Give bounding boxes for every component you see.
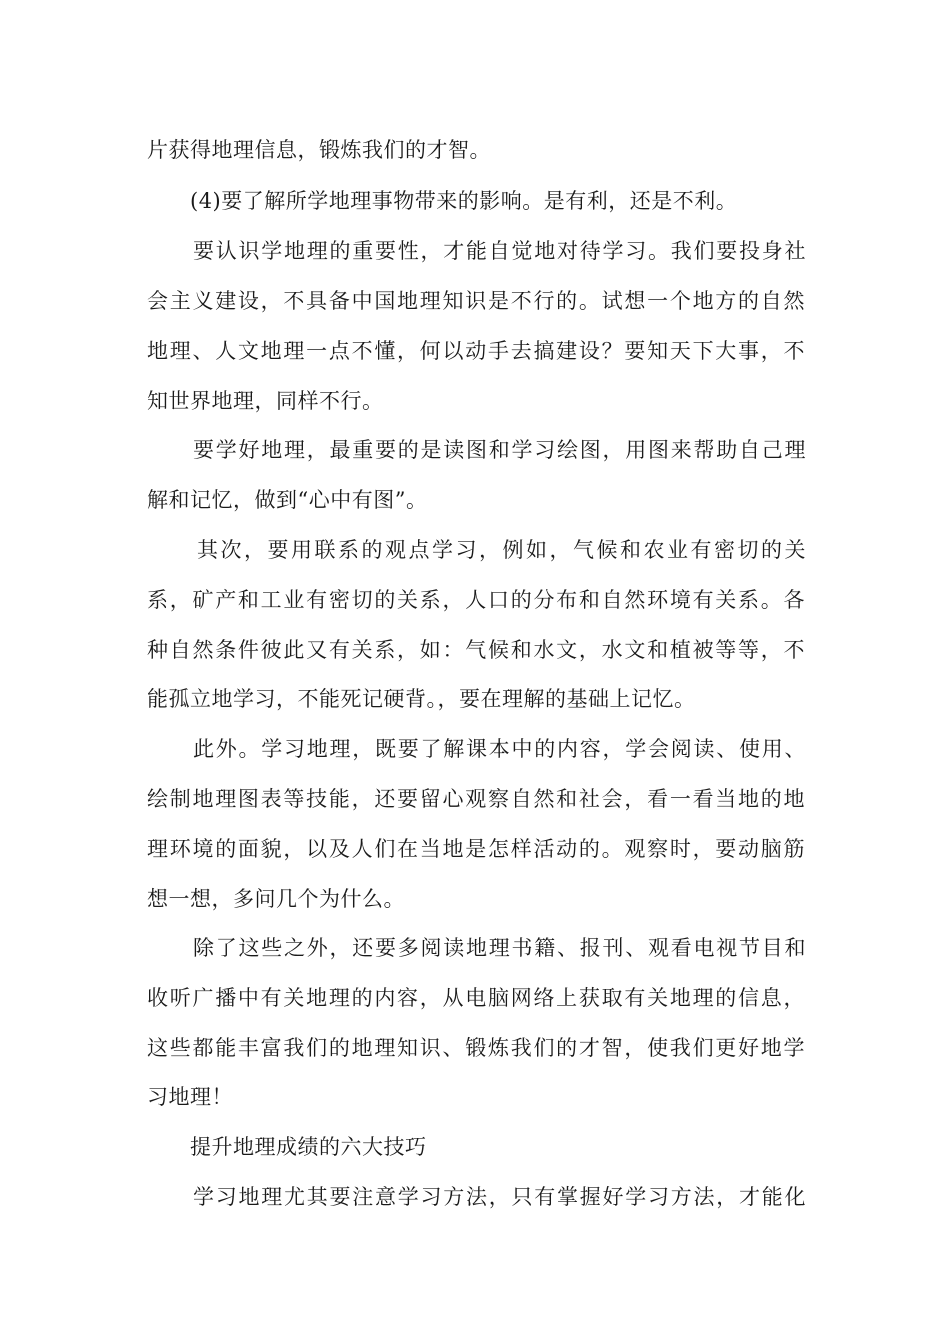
paragraph-line: 绘制地理图表等技能，还要留心观察自然和社会，看一看当地的地 (147, 787, 805, 811)
paragraph-line: 能孤立地学习，不能死记硬背。，要在理解的基础上记忆。 (147, 687, 696, 711)
paragraph-line: 地理、人文地理一点不懂，何以动手去搞建设？要知天下大事，不 (147, 339, 805, 363)
paragraph-line: 要学好地理，最重要的是读图和学习绘图，用图来帮助自己理 (193, 438, 806, 462)
paragraph-line: 其次，要用联系的观点学习，例如，气候和农业有密切的关 (197, 538, 806, 562)
paragraph-line: 片获得地理信息，锻炼我们的才智。 (147, 138, 491, 162)
paragraph-line: 系，矿产和工业有密切的关系，人口的分布和自然环境有关系。各 (147, 588, 805, 612)
paragraph-line: 解和记忆，做到“心中有图”。 (147, 488, 428, 512)
section-heading: 提升地理成绩的六大技巧 (190, 1135, 427, 1159)
paragraph-line: 这些都能丰富我们的地理知识、锻炼我们的才智，使我们更好地学 (147, 1036, 805, 1060)
paragraph-line: 种自然条件彼此又有关系，如：气候和水文，水文和植被等等，不 (147, 638, 805, 662)
paragraph-line: 理环境的面貌，以及人们在当地是怎样活动的。观察时，要动脑筋 (147, 837, 805, 861)
paragraph-line: 学习地理尤其要注意学习方法，只有掌握好学习方法，才能化 (193, 1185, 806, 1209)
paragraph-line: 习地理！ (147, 1085, 233, 1109)
paragraph-line: 除了这些之外，还要多阅读地理书籍、报刊、观看电视节目和 (193, 936, 806, 960)
paragraph-line: 想一想，多问几个为什么。 (147, 887, 405, 911)
paragraph-line: 此外。学习地理，既要了解课本中的内容，学会阅读、使用、 (193, 737, 806, 761)
paragraph-line: 收听广播中有关地理的内容，从电脑网络上获取有关地理的信息， (147, 986, 805, 1010)
paragraph-line: 会主义建设，不具备中国地理知识是不行的。试想一个地方的自然 (147, 289, 805, 313)
paragraph-line: (4)要了解所学地理事物带来的影响。是有利，还是不利。 (190, 189, 738, 213)
paragraph-line: 要认识学地理的重要性，才能自觉地对待学习。我们要投身社 (193, 239, 806, 263)
paragraph-line: 知世界地理，同样不行。 (147, 389, 384, 413)
